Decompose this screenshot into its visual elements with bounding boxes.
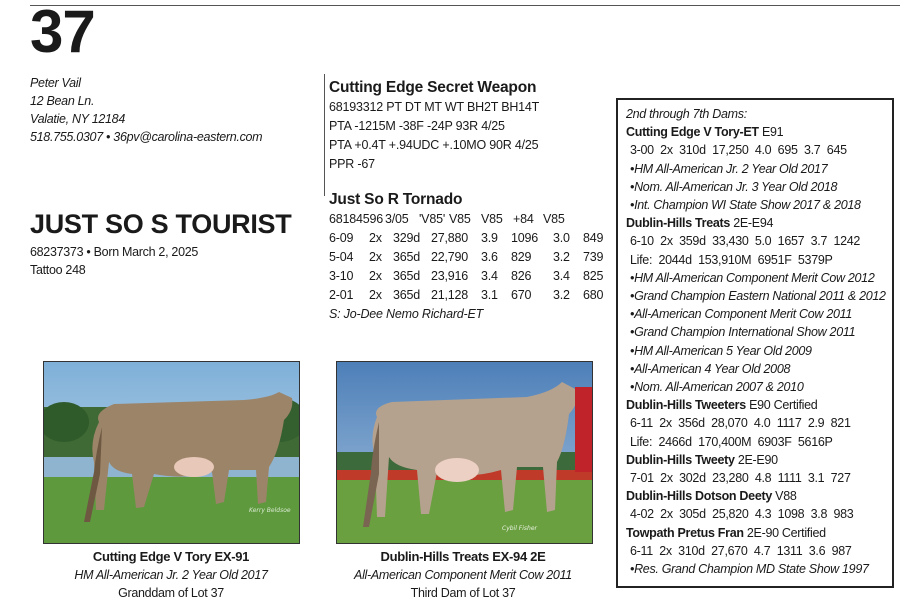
dam-honor: •Nom. All-American Jr. 3 Year Old 2018: [630, 179, 838, 194]
mgs-record-cell: 3/05: [385, 212, 409, 226]
dam-classification: E91: [761, 125, 784, 140]
dam-name-text: Dublin-Hills Dotson Deety: [626, 489, 772, 504]
dam-name: [626, 487, 892, 505]
animal-info-block: [30, 243, 198, 279]
mgs-record-cell: 3.2: [553, 250, 570, 264]
mgs-record-cell: 3.1: [481, 288, 498, 302]
mgs-record-cell: 1096: [511, 231, 539, 245]
mgs-record-cell: 670: [511, 288, 532, 302]
dam-honor: •Int. Champion WI State Show 2017 & 2018: [630, 198, 861, 213]
dam-honor: •HM All-American 5 Year Old 2009: [630, 343, 812, 358]
dam-classification: 2E-90 Certified: [746, 525, 826, 540]
mgs-record-cell: 3.2: [553, 288, 570, 302]
dam-name-text: Dublin-Hills Treats: [626, 216, 731, 231]
caption-award: HM All-American Jr. 2 Year Old 2017: [74, 568, 268, 582]
dam-record: 7-01 2x 302d 23,280 4.8 1111 3.1 727: [630, 471, 851, 486]
dam-classification: 2E-E90: [737, 452, 778, 467]
dam-record: 4-02 2x 305d 25,820 4.3 1098 3.8 983: [630, 507, 854, 522]
consignor-block: [30, 74, 262, 146]
mgs-record-cell: 849: [583, 231, 604, 245]
lot-number: 37: [30, 0, 95, 65]
mgs-record-cell: 2-01: [329, 288, 354, 302]
animal-tattoo: Tattoo 248: [30, 263, 86, 277]
dam-honor: •HM All-American Jr. 2 Year Old 2017: [630, 161, 828, 176]
dam-honor: •Res. Grand Champion MD State Show 1997: [630, 562, 869, 577]
mgs-record-cell: 2x: [369, 231, 382, 245]
mgs-record-cell: 5-04: [329, 250, 354, 264]
mgs-record-cell: 3.6: [481, 250, 498, 264]
dam-honor: •Nom. All-American 2007 & 2010: [630, 380, 804, 395]
sire-line: PTA +0.4T +.94UDC +.10MO 90R 4/25: [329, 138, 539, 152]
mgs-record-cell: 3.4: [481, 269, 498, 283]
mgs-record-row: [329, 267, 623, 286]
dam-name-text: Dublin-Hills Tweeters: [626, 398, 746, 413]
mgs-record-cell: 23,916: [431, 269, 469, 283]
sire-line: 68193312 PT DT MT WT BH2T BH14T: [329, 100, 540, 114]
mgs-record-cell: 329d: [393, 231, 421, 245]
sire-line: PPR -67: [329, 157, 375, 171]
mgs-record-cell: 3-10: [329, 269, 354, 283]
animal-id-birth: 68237373 • Born March 2, 2025: [30, 245, 199, 259]
mgs-record-cell: 3.9: [481, 231, 498, 245]
mgs-block: [329, 190, 623, 324]
dam-name: [626, 214, 892, 232]
dam-record: 6-11 2x 310d 27,670 4.7 1311 3.6 987: [630, 543, 852, 558]
mgs-record-cell: 365d: [393, 269, 421, 283]
mgs-record-row: [329, 248, 623, 267]
dam-classification: V88: [775, 489, 797, 504]
mgs-record-cell: 21,128: [431, 288, 469, 302]
photo-credit: Cybil Fisher: [502, 525, 537, 532]
consignor-name: Peter Vail: [30, 76, 81, 90]
dam-honor: •Grand Champion International Show 2011: [630, 325, 856, 340]
dam-record: Life: 2466d 170,400M 6903F 5616P: [630, 434, 833, 449]
dam-name: [626, 451, 892, 469]
mgs-record-cell: 2x: [369, 269, 382, 283]
photo-third-dam: [336, 361, 593, 544]
dams-list: [626, 123, 892, 578]
sire-name: Cutting Edge Secret Weapon: [329, 79, 537, 96]
dam-name: [626, 524, 892, 542]
caption-third-dam: [318, 548, 608, 602]
sire-block: [329, 78, 539, 174]
dams-box: [616, 98, 894, 588]
mgs-record-cell: 3.0: [553, 231, 570, 245]
dam-classification: E90 Certified: [749, 398, 818, 413]
dam-name: [626, 396, 892, 414]
mgs-record-cell: +84: [513, 212, 534, 226]
photo-credit: Kerry Beldsoe: [249, 507, 291, 514]
cow-photo-third-dam: [337, 362, 592, 543]
dam-record: 6-11 2x 356d 28,070 4.0 1117 2.9 821: [630, 416, 851, 431]
caption-title: Dublin-Hills Treats EX-94 2E: [380, 549, 546, 564]
sire-line: PTA -1215M -38F -24P 93R 4/25: [329, 119, 505, 133]
mgs-record-row: [329, 286, 623, 305]
animal-name: JUST SO S TOURIST: [30, 209, 292, 239]
dam-record: 6-10 2x 359d 33,430 5.0 1657 3.7 1242: [630, 234, 861, 249]
mgs-record-cell: 27,880: [431, 231, 469, 245]
mgs-record-cell: 826: [511, 269, 532, 283]
mgs-record-cell: 680: [583, 288, 604, 302]
mgs-record-row: [329, 210, 623, 229]
mgs-record-cell: 2x: [369, 250, 382, 264]
cow-photo-granddam: [44, 362, 299, 543]
mgs-records: [329, 210, 623, 305]
dam-honor: •Grand Champion Eastern National 2011 & 2012: [630, 289, 886, 304]
mgs-record-cell: 2x: [369, 288, 382, 302]
sire-divider: [324, 74, 325, 196]
caption-relation: Granddam of Lot 37: [118, 586, 224, 600]
mgs-record-cell: 825: [583, 269, 604, 283]
dam-name-text: Dublin-Hills Tweety: [626, 452, 735, 467]
photo-granddam: [43, 361, 300, 544]
dam-name-text: Cutting Edge V Tory-ET: [626, 125, 759, 140]
mgs-record-cell: 68184596: [329, 212, 384, 226]
dam-honor: •HM All-American Component Merit Cow 2012: [630, 270, 875, 285]
dam-record: Life: 2044d 153,910M 6951F 5379P: [630, 252, 833, 267]
mgs-record-cell: 739: [583, 250, 604, 264]
mgs-record-cell: V85: [449, 212, 471, 226]
mgs-name: Just So R Tornado: [329, 191, 463, 208]
mgs-record-cell: 3.4: [553, 269, 570, 283]
mgs-record-cell: 'V85': [419, 212, 446, 226]
dam-name: [626, 123, 892, 141]
mgs-record-cell: 22,790: [431, 250, 469, 264]
caption-award: All-American Component Merit Cow 2011: [354, 568, 572, 582]
mgs-record-cell: 829: [511, 250, 532, 264]
dam-honor: •All-American Component Merit Cow 2011: [630, 307, 853, 322]
mgs-record-row: [329, 229, 623, 248]
consignor-city: Valatie, NY 12184: [30, 112, 125, 126]
mgs-record-cell: 6-09: [329, 231, 354, 245]
consignor-contact: 518.755.0307 • 36pv@carolina-eastern.com: [30, 130, 263, 144]
mgs-record-cell: 365d: [393, 288, 421, 302]
dam-record: 3-00 2x 310d 17,250 4.0 695 3.7 645: [630, 143, 847, 158]
caption-relation: Third Dam of Lot 37: [410, 586, 516, 600]
dam-classification: 2E-E94: [733, 216, 774, 231]
caption-granddam: [26, 548, 316, 602]
caption-title: Cutting Edge V Tory EX-91: [92, 549, 250, 564]
consignor-street: 12 Bean Ln.: [30, 94, 95, 108]
dam-name-text: Towpath Pretus Fran: [626, 525, 744, 540]
dam-honor: •All-American 4 Year Old 2008: [630, 361, 791, 376]
mgs-record-cell: 365d: [393, 250, 421, 264]
mgs-record-cell: V85: [543, 212, 565, 226]
mgs-sire-note: S: Jo-Dee Nemo Richard-ET: [329, 307, 484, 321]
dams-title: 2nd through 7th Dams:: [626, 107, 747, 121]
top-rule: [30, 5, 900, 6]
mgs-record-cell: V85: [481, 212, 503, 226]
